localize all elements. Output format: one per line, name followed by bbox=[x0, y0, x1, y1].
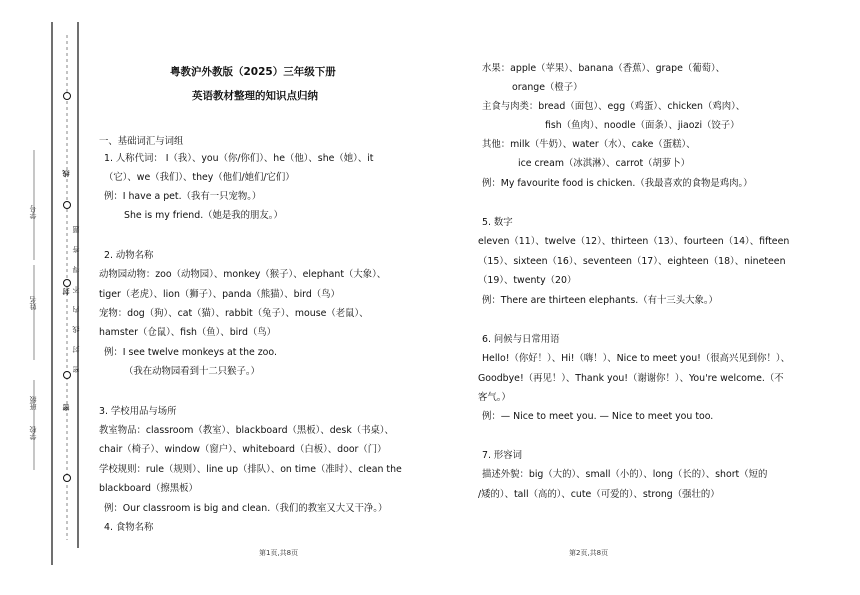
class-label: 班级 bbox=[29, 396, 37, 410]
seal-char: 题 bbox=[72, 226, 80, 233]
text-line: hamster（仓鼠）、fish（鱼）、bird（鸟） bbox=[99, 327, 277, 338]
text-line: chair（椅子）、window（窗户）、whiteboard（白板）、door（门） bbox=[99, 444, 387, 455]
text-line: /矮的）、tall（高的）、cute（可爱的）、strong（强壮的） bbox=[478, 489, 720, 500]
binding-margin bbox=[0, 0, 95, 595]
text-line: 5. 数字 bbox=[482, 217, 513, 228]
text-line: 例：Our classroom is big and clean.（我们的教室又大又干净。） bbox=[104, 503, 388, 514]
text-line: 例：I see twelve monkeys at the zoo. bbox=[104, 347, 277, 358]
text-line: Goodbye!（再见！）、Thank you!（谢谢你！）、You're welcome.（不 bbox=[478, 373, 784, 384]
seal-char: 得 bbox=[72, 266, 80, 273]
text-line: （它）、we（我们）、they（他们/她们/它们） bbox=[104, 172, 295, 183]
binding-lines bbox=[0, 0, 95, 595]
text-line: Hello!（你好！）、Hi!（嗨！）、Nice to meet you!（很高兴见到你！）、 bbox=[482, 353, 790, 364]
seal-char: 封 bbox=[72, 346, 80, 353]
text-line: 宠物：dog（狗）、cat（猫）、rabbit（兔子）、mouse（老鼠）、 bbox=[99, 308, 369, 319]
seal-char: 线 bbox=[72, 326, 80, 333]
text-line: 描述外貌：big（大的）、small（小的）、long（长的）、short（短的 bbox=[482, 469, 768, 480]
text-line: 一、基础词汇与词组 bbox=[99, 136, 184, 147]
page-title-line1: 粤教沪外教版（2025）三年级下册 bbox=[170, 66, 336, 78]
school-label: 学校 bbox=[29, 426, 37, 440]
seal-char: 密 bbox=[72, 366, 80, 373]
text-line: 例：There are thirteen elephants.（有十三头大象。） bbox=[482, 295, 718, 306]
student-id-label: 学号 bbox=[29, 205, 37, 219]
page-footer-1: 第1页,共8页 bbox=[259, 549, 299, 557]
secret-char: 密 bbox=[62, 404, 70, 411]
text-line: 学校规则：rule（规则）、line up（排队）、on time（准时）、clean the bbox=[99, 464, 402, 475]
page-title-line2: 英语教材整理的知识点归纳 bbox=[192, 90, 318, 102]
text-line: eleven（11）、twelve（12）、thirteen（13）、fourteen（14）、fifteen bbox=[478, 236, 790, 247]
text-line: 其他：milk（牛奶）、water（水）、cake（蛋糕）、 bbox=[482, 139, 696, 150]
text-line: （15）、sixteen（16）、seventeen（17）、eighteen（18）、nineteen bbox=[478, 256, 786, 267]
text-line: 动物园动物：zoo（动物园）、monkey（猴子）、elephant（大象）、 bbox=[99, 269, 387, 280]
text-line: 水果：apple（苹果）、banana（香蕉）、grape（葡萄）、 bbox=[482, 63, 726, 74]
text-line: fish（鱼肉）、noodle（面条）、jiaozi（饺子） bbox=[545, 120, 740, 131]
text-line: 例：My favourite food is chicken.（我最喜欢的食物是鸡肉。） bbox=[482, 178, 753, 189]
text-line: （19）、twenty（20） bbox=[478, 275, 577, 286]
name-label: 姓名 bbox=[29, 296, 37, 310]
text-line: 3. 学校用品与场所 bbox=[99, 406, 177, 417]
text-line: 7. 形容词 bbox=[482, 450, 523, 461]
page-footer-2: 第2页,共8页 bbox=[569, 549, 609, 557]
text-line: 例：I have a pet.（我有一只宠物。） bbox=[104, 191, 262, 202]
text-line: orange（橙子） bbox=[512, 82, 583, 93]
text-line: blackboard（擦黑板） bbox=[99, 483, 198, 494]
text-line: 教室物品：classroom（教室）、blackboard（黑板）、desk（书桌）、 bbox=[99, 425, 394, 436]
text-line: 6. 问候与日常用语 bbox=[482, 334, 560, 345]
text-line: 客气。） bbox=[478, 392, 511, 403]
line-char: 线 bbox=[62, 170, 70, 177]
text-line: 例：— Nice to meet you. — Nice to meet you too. bbox=[482, 411, 714, 422]
text-line: tiger（老虎）、lion（狮子）、panda（熊猫）、bird（鸟） bbox=[99, 289, 340, 300]
text-line: 1. 人称代词： I（我）、you（你/你们）、he（他）、she（她）、it bbox=[104, 153, 374, 164]
text-line: 4. 食物名称 bbox=[104, 522, 154, 533]
seal-char: 答 bbox=[72, 246, 80, 253]
text-line: ice cream（冰淇淋）、carrot（胡萝卜） bbox=[518, 158, 691, 169]
seal-char: 内 bbox=[72, 306, 80, 313]
seal-char: 封 bbox=[62, 288, 70, 295]
text-line: （我在动物园看到十二只猴子。） bbox=[124, 366, 260, 377]
seal-char: 不 bbox=[72, 286, 80, 293]
text-line: She is my friend.（她是我的朋友。） bbox=[124, 210, 283, 221]
text-line: 主食与肉类：bread（面包）、egg（鸡蛋）、chicken（鸡肉）、 bbox=[482, 101, 746, 112]
text-line: 2. 动物名称 bbox=[104, 250, 154, 261]
